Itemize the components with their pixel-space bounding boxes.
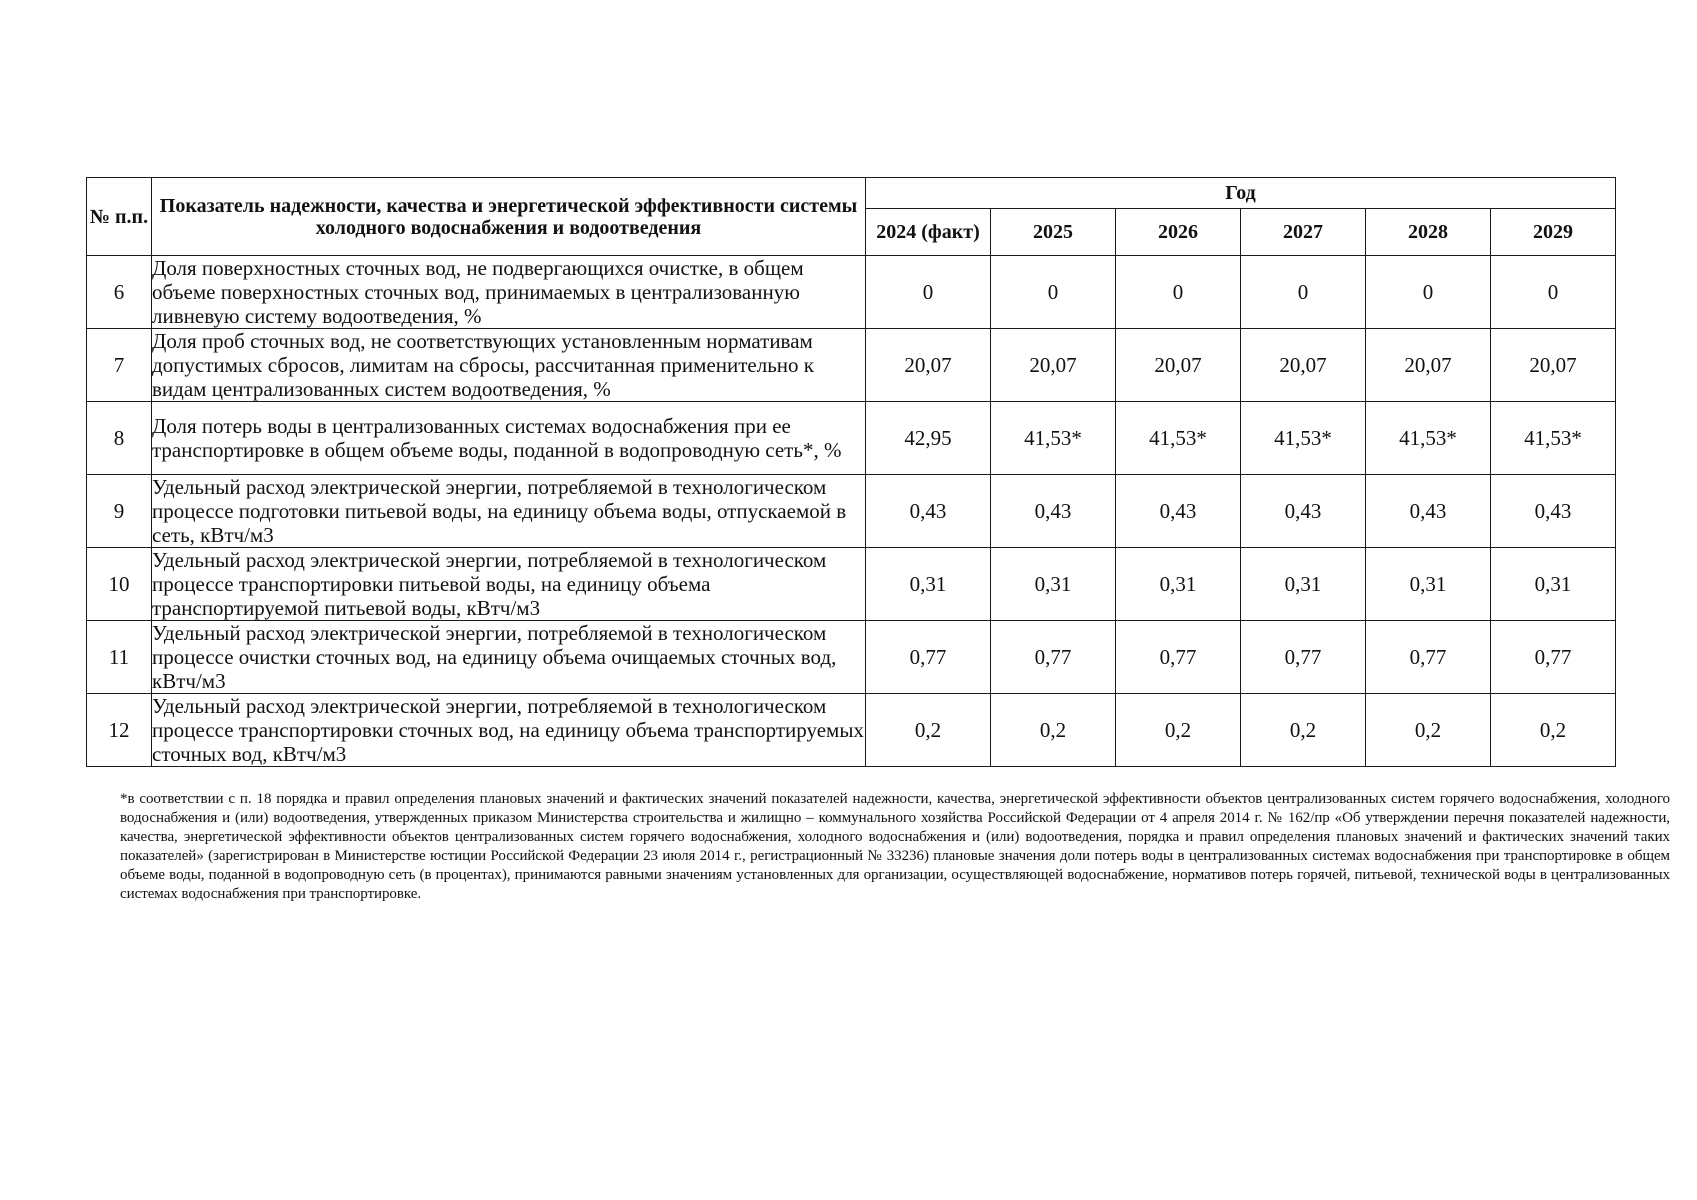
value-2029: 0,31 (1491, 548, 1616, 621)
indicator-name: Удельный расход электрической энергии, потребляемой в технологическом процессе транспортировки сточных вод, на единицу объема транспортируемых сточных вод, кВтч/м3 (152, 694, 864, 766)
value-2028: 0,2 (1366, 694, 1491, 767)
header-year-2025: 2025 (991, 209, 1116, 256)
value-2029: 20,07 (1491, 329, 1616, 402)
value-2025: 20,07 (991, 329, 1116, 402)
value-2026: 0,31 (1116, 548, 1241, 621)
value-2026: 0,43 (1116, 475, 1241, 548)
value-2029: 0,77 (1491, 621, 1616, 694)
value-2027: 0,43 (1241, 475, 1366, 548)
value-2025: 41,53* (991, 402, 1116, 475)
header-year-2026: 2026 (1116, 209, 1241, 256)
value-2024: 42,95 (866, 402, 991, 475)
footnote: *в соответствии с п. 18 порядка и правил определения плановых значений и фактических значений показателей надежности, качества, энергетической эффективности объектов централизованных систем горячего водоснабжения, холодного водоснабжения и (или) водоотведения, утвержденных приказом Министерства строительства и жилищно – коммунального хозяйства Российской Федерации от 4 апреля 2014 г. № 162/пр «Об утверждении перечня показателей надежности, качества, энергетической эффективности объектов централизованных систем горячего водоснабжения, холодного водоснабжения и (или) водоотведения, порядка и правил определения плановых значений и фактических значений таких показателей» (зарегистрирован в Министерстве юстиции Российской Федерации 23 июля 2014 г., регистрационный № 33236) плановые значения доли потерь воды в централизованных системах водоснабжения при транспортировке в общем объеме воды, поданной в водопроводную сеть (в процентах), принимаются равными значениям установленных для организации, осуществляющей водоснабжение, нормативов потерь горячей, питьевой, технической воды в централизованных системах водоснабжения при транспортировке. (120, 791, 1670, 902)
indicator-name: Доля поверхностных сточных вод, не подвергающихся очистке, в общем объеме поверхностных сточных вод, принимаемых в централизованную ливневую систему водоотведения, % (152, 256, 866, 329)
header-year-2024: 2024 (факт) (866, 209, 991, 256)
row-number: 10 (87, 548, 152, 621)
header-year-2027: 2027 (1241, 209, 1366, 256)
value-2026: 0,77 (1116, 621, 1241, 694)
value-2024: 20,07 (866, 329, 991, 402)
value-2028: 41,53* (1366, 402, 1491, 475)
value-2029: 41,53* (1491, 402, 1616, 475)
value-2025: 0,31 (991, 548, 1116, 621)
row-number: 8 (87, 402, 152, 475)
table-row (87, 256, 1616, 329)
table-row (87, 694, 1616, 767)
row-number: 11 (87, 621, 152, 694)
value-2028: 0,31 (1366, 548, 1491, 621)
header-year-group: Год (866, 178, 1616, 209)
indicator-name: Удельный расход электрической энергии, потребляемой в технологическом процессе очистки сточных вод, на единицу объема очищаемых сточных вод, кВтч/м3 (152, 621, 866, 694)
value-2029: 0 (1491, 256, 1616, 329)
value-2029: 0,43 (1491, 475, 1616, 548)
row-number: 12 (87, 694, 152, 767)
header-indicator: Показатель надежности, качества и энергетической эффективности системы холодного водоснабжения и водоотведения (152, 178, 866, 256)
table-row (87, 621, 1616, 694)
value-2026: 0 (1116, 256, 1241, 329)
value-2024: 0,77 (866, 621, 991, 694)
table-row (87, 402, 1616, 475)
value-2028: 20,07 (1366, 329, 1491, 402)
header-year-2028: 2028 (1366, 209, 1491, 256)
indicator-name: Удельный расход электрической энергии, потребляемой в технологическом процессе подготовки питьевой воды, на единицу объема воды, отпускаемой в сеть, кВтч/м3 (152, 475, 866, 548)
table-row (87, 475, 1616, 548)
value-2028: 0,77 (1366, 621, 1491, 694)
value-2026: 41,53* (1116, 402, 1241, 475)
value-2025: 0,43 (991, 475, 1116, 548)
row-number: 6 (87, 256, 152, 329)
value-2025: 0 (991, 256, 1116, 329)
value-2027: 0,31 (1241, 548, 1366, 621)
value-2025: 0,2 (991, 694, 1116, 767)
table-row (87, 329, 1616, 402)
header-row-1 (87, 178, 1616, 209)
indicator-name: Удельный расход электрической энергии, потребляемой в технологическом процессе транспортировки питьевой воды, на единицу объема транспортируемой питьевой воды, кВтч/м3 (152, 548, 866, 621)
value-2027: 0,77 (1241, 621, 1366, 694)
value-2024: 0,43 (866, 475, 991, 548)
value-2024: 0,2 (866, 694, 991, 767)
table-row (87, 548, 1616, 621)
value-2026: 0,2 (1116, 694, 1241, 767)
value-2027: 0,2 (1241, 694, 1366, 767)
value-2027: 20,07 (1241, 329, 1366, 402)
value-2028: 0,43 (1366, 475, 1491, 548)
value-2024: 0,31 (866, 548, 991, 621)
value-2029: 0,2 (1491, 694, 1616, 767)
value-2025: 0,77 (991, 621, 1116, 694)
header-year-2029: 2029 (1491, 209, 1616, 256)
value-2024: 0 (866, 256, 991, 329)
value-2027: 0 (1241, 256, 1366, 329)
value-2026: 20,07 (1116, 329, 1241, 402)
row-number: 7 (87, 329, 152, 402)
row-number: 9 (87, 475, 152, 548)
header-number: № п.п. (87, 178, 152, 256)
indicators-table (86, 177, 1616, 767)
indicator-name: Доля проб сточных вод, не соответствующих установленным нормативам допустимых сбросов, лимитам на сбросы, рассчитанная применительно к видам централизованных систем водоотведения, % (152, 329, 866, 402)
value-2027: 41,53* (1241, 402, 1366, 475)
value-2028: 0 (1366, 256, 1491, 329)
indicator-name: Доля потерь воды в централизованных системах водоснабжения при ее транспортировке в общем объеме воды, поданной в водопроводную сеть*, % (152, 402, 866, 475)
